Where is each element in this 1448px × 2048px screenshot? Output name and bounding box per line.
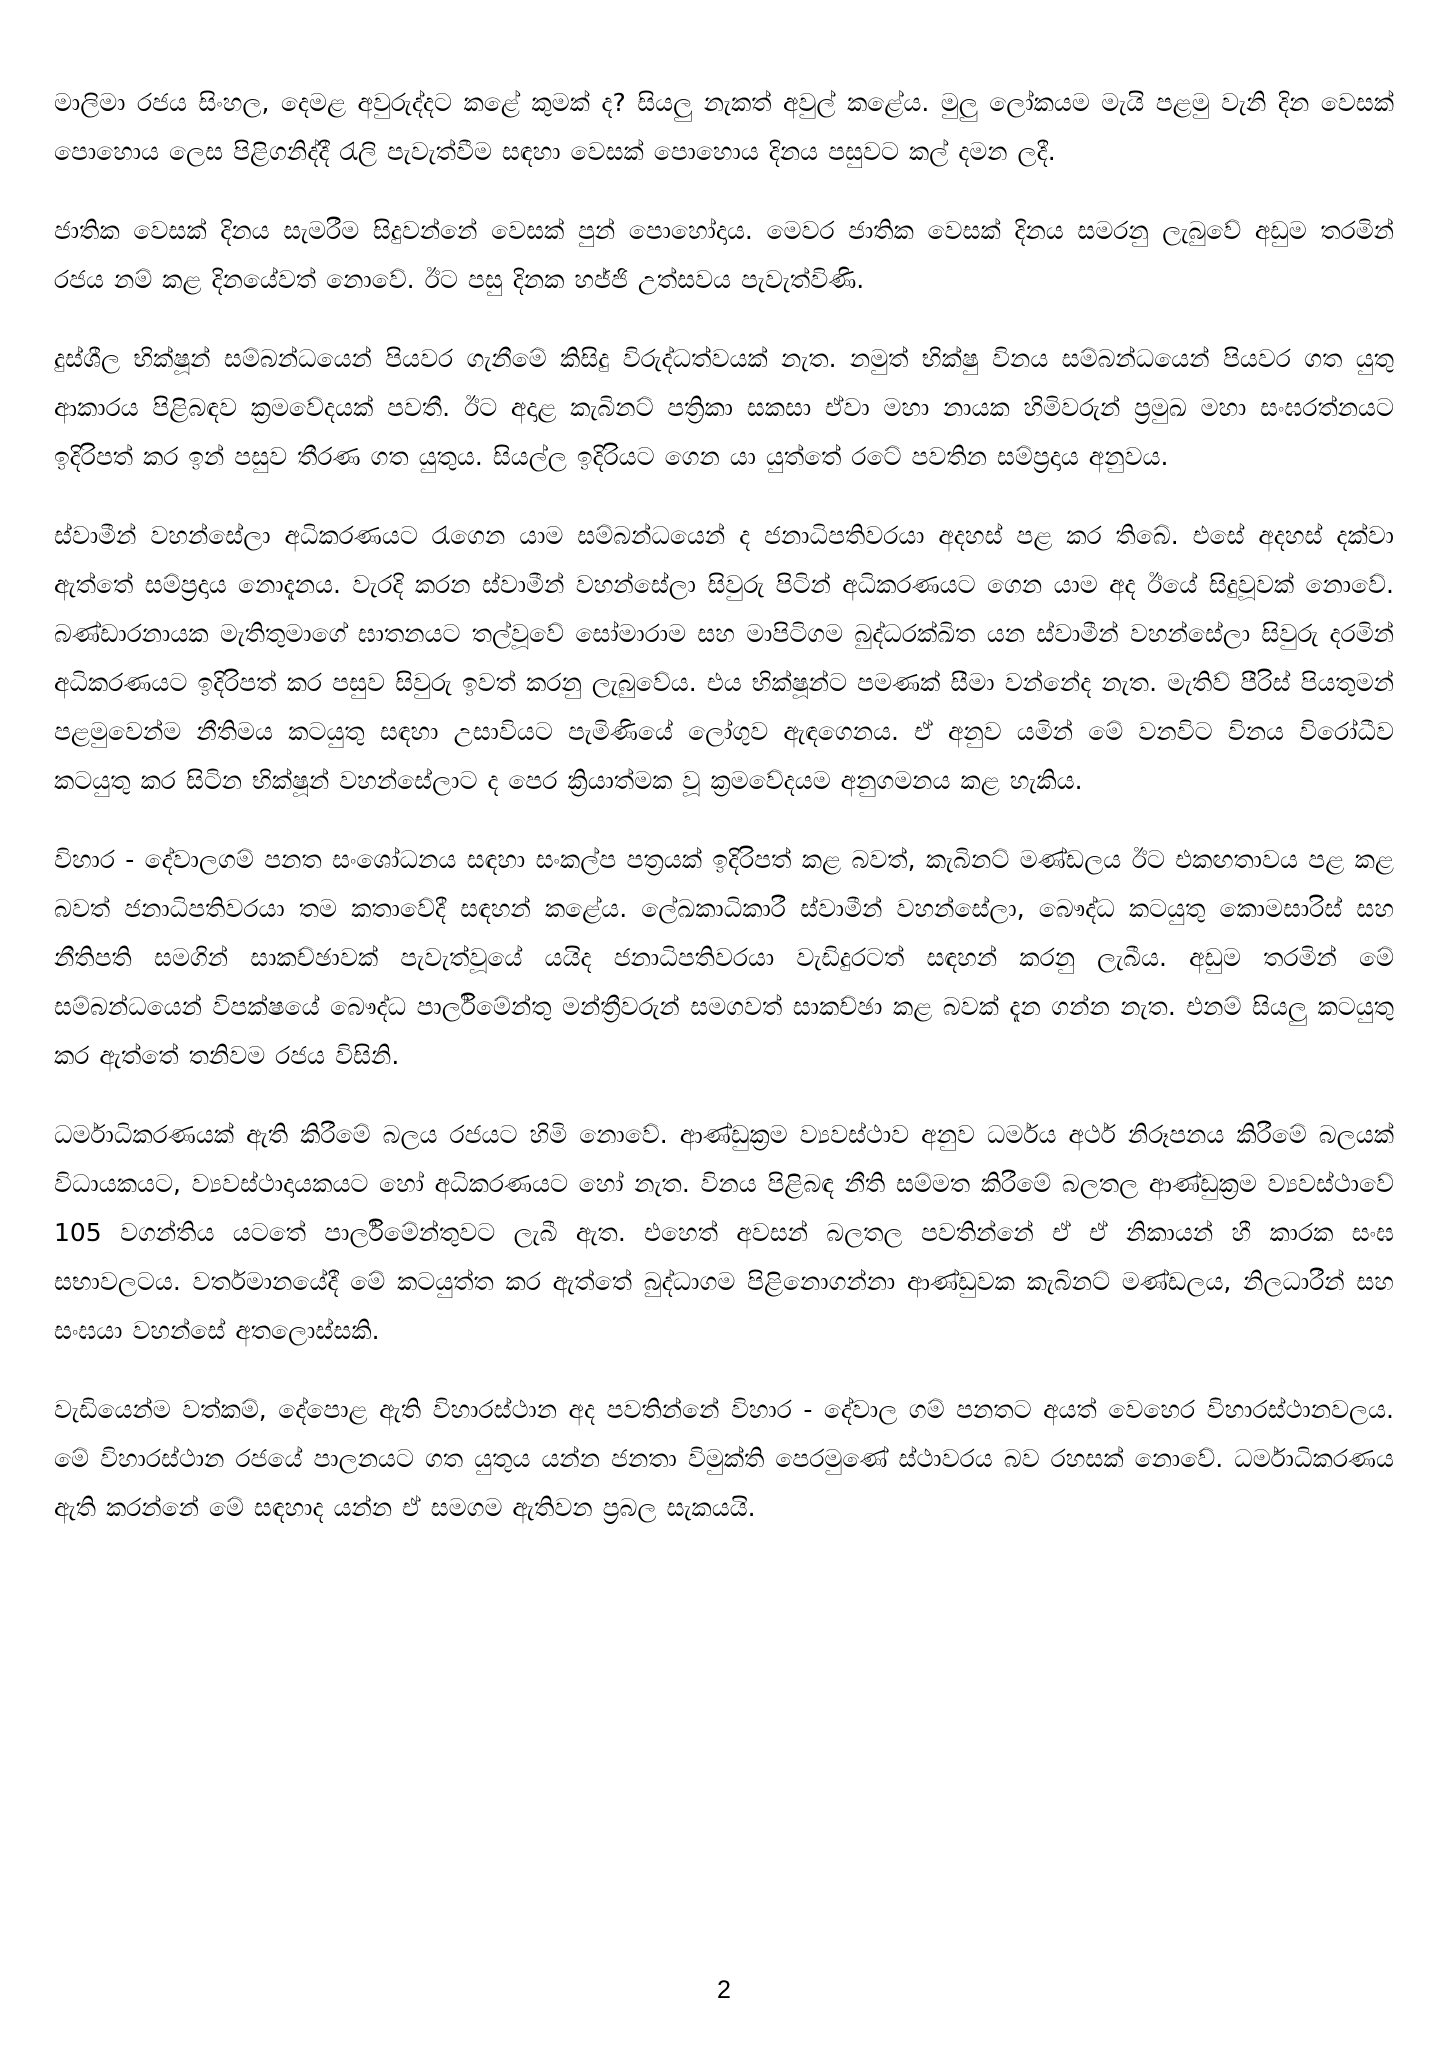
article-body: [54, 78, 1394, 1562]
page-number: 2: [717, 1976, 731, 2004]
paragraph-1: මාලිමා රජය සිංහල, දෙමළ අවුරුද්දට කළේ කුමක් ද? සියලු නැකත් අවුල් කළේය. මුලු ලෝකයම මැයි පළමු වැනි දින වෙසක් පොහොය ලෙස පිළිගනිද්දී රැලි පැවැත්වීම සඳහා වෙසක් පොහොය දිනය පසුවට කල් දමන ලදී.: [54, 88, 1394, 166]
paragraph-3: දුස්ශීල භික්ෂූන් සම්බන්ධයෙන් පියවර ගැනීමේ කිසිදු විරුද්ධත්වයක් නැත. නමුත් භික්ෂු විනය සම්බන්ධයෙන් පියවර ගත යුතු ආකාරය පිළිබඳව ක්‍රමවේදයක් පවතී. ඊට අදාළ කැබිනට් පත්‍රිකා සකසා ඒවා මහා නායක හිමිවරුන් ප්‍රමුඛ මහා සංඝරත්නයට ඉදිරිපත් කර ඉන් පසුව තීරණ ගත යුතුය. සියල්ල ඉදිරියට ගෙන යා යුත්තේ රටේ පවතින සම්ප්‍රදාය අනුවය.: [54, 344, 1394, 471]
paragraph-6: ධර්මාධිකරණයක් ඇති කිරීමේ බලය රජයට හිමි නොවේ. ආණ්ඩුක්‍රම ව්‍යවස්ථාව අනුව ධර්මය අර්ථ නිරූපනය කිරීමේ බලයක් විධායකයට, ව්‍යවස්ථාදායකයට හෝ අධිකරණයට හෝ නැත. විනය පිළිබඳ නීති සම්මත කිරීමේ බලතල ආණ්ඩුක්‍රම ව්‍යවස්ථාවේ 105 වගන්තිය යටතේ පාර්ලිමේන්තුවට ලැබී ඇත. එහෙත් අවසන් බලතල පවතින්නේ ඒ ඒ නිකායන් හී කාරක සංඝ සභාවලටය. වර්තමානයේදී මේ කටයුත්ත කර ඇත්තේ බුද්ධාගම පිළිනොගන්නා ආණ්ඩුවක කැබිනට් මණ්ඩලය, නිලධාරීන් සහ සංඝයා වහන්සේ අතලොස්සකි.: [54, 1120, 1394, 1345]
paragraph-2: ජාතික වෙසක් දිනය සැමරීම සිදුවන්නේ වෙසක් පුන් පොහෝදාය. මෙවර ජාතික වෙසක් දිනය සමරනු ලැබුවේ අඩුම තරමින් රජය නම් කළ දිනයේවත් නොවේ. ඊට පසු දිනක හජ්ජි උත්සවය පැවැත්විණි.: [54, 216, 1394, 294]
paragraph-5: විහාර - දේවාලගම් පනත සංශෝධනය සඳහා සංකල්ප පත්‍රයක් ඉදිරිපත් කළ බවත්, කැබිනට් මණ්ඩලය ඊට එකඟතාවය පළ කළ බවත් ජනාධිපතිවරයා තම කතාවේදී සඳහන් කළේය. ලේඛකාධිකාරී ස්වාමීන් වහන්සේලා, බෞද්ධ කටයුතු කොමසාරිස් සහ නීතිපති සමගින් සාකච්ඡාවක් පැවැත්වූයේ යයිද ජනාධිපතිවරයා වැඩිදුරටත් සඳහන් කරනු ලැබීය. අඩුම තරමින් මේ සම්බන්ධයෙන් විපක්ෂයේ බෞද්ධ පාර්ලිමේන්තු මන්ත්‍රීවරුන් සමගවත් සාකච්ඡා කළ බවක් දැන ගන්න නැත. එනම් සියලු කටයුතු කර ඇත්තේ තනිවම රජය විසිනි.: [54, 845, 1394, 1070]
paragraph-7: වැඩියෙන්ම වත්කම්, දේපොළ ඇති විහාරස්ථාන අද පවතින්නේ විහාර - දේවාල ගම් පනතට අයත් වෙහෙර විහාරස්ථානවලය. මේ විහාරස්ථාන රජයේ පාලනයට ගත යුතුය යන්න ජනතා විමුක්ති පෙරමුණේ ස්ථාවරය බව රහසක් නොවේ. ධර්මාධිකරණය ඇති කරන්නේ මේ සඳහාද යන්න ඒ සමගම ඇතිවන ප්‍රබල සැකයයි.: [54, 1395, 1394, 1522]
paragraph-4: ස්වාමීන් වහන්සේලා අධිකරණයට රැගෙන යාම සම්බන්ධයෙන් ද ජනාධිපතිවරයා අදහස් පළ කර තිබේ. එසේ අදහස් දක්වා ඇත්තේ සම්ප්‍රදාය නොදැනය. වැරදි කරන ස්වාමීන් වහන්සේලා සිවුරු පිටින් අධිකරණයට ගෙන යාම අද ඊයේ සිදුවූවක් නොවේ. බණ්ඩාරනායක මැතිතුමාගේ ඝාතනයට තල්වූවේ සෝමාරාම සහ මාපිටිගම බුද්ධරක්ඛිත යන ස්වාමීන් වහන්සේලා සිවුරු දරමින් අධිකරණයට ඉදිරිපත් කර පසුව සිවුරු ඉවත් කරනු ලැබුවේය. එය භික්ෂූන්ට පමණක් සීමා වන්නේද නැත. මැතිව් පීරිස් පියතුමන් පළමුවෙන්ම නීතිමය කටයුතු සඳහා උසාවියට පැමිණියේ ලෝගුව ඇඳගෙනය. ඒ අනුව යමින් මේ වනවිට විනය විරෝධීව කටයුතු කර සිටින භික්ෂූන් වහන්සේලාට ද පෙර ක්‍රියාත්මක වූ ක්‍රමවේදයම අනුගමනය කළ හැකිය.: [54, 521, 1394, 795]
